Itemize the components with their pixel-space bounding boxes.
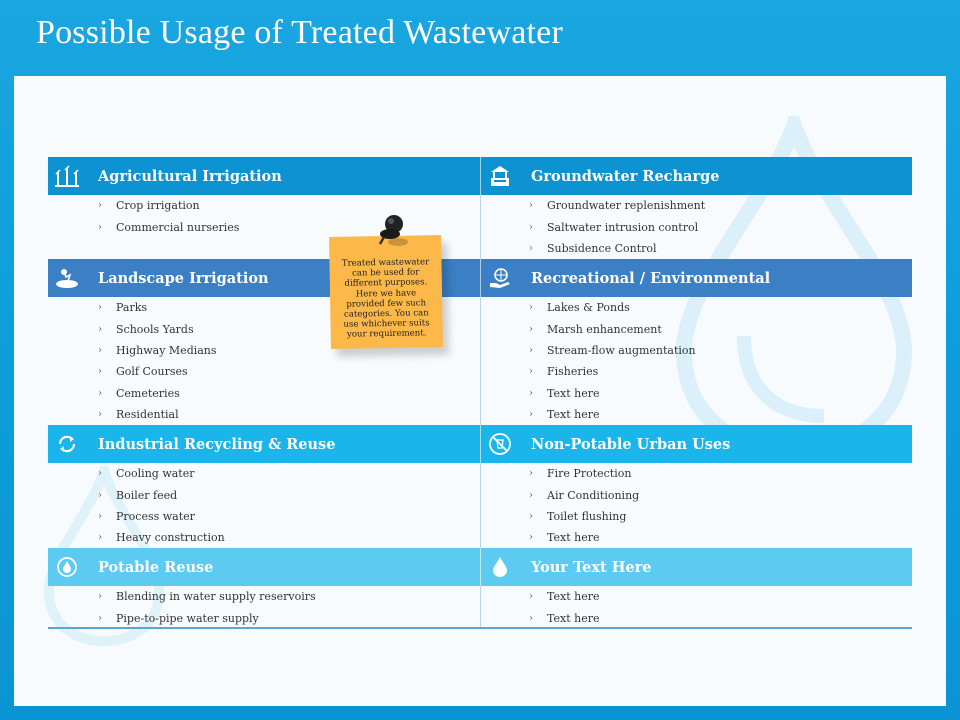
list-item: › Fire Protection (529, 467, 632, 481)
list-potable-reuse (96, 586, 496, 629)
list-item: › Blending in water supply reservoirs (98, 590, 316, 604)
section-label: Landscape Irrigation (98, 269, 269, 287)
list-item: › Toilet flushing (529, 509, 627, 523)
list-item: › Marsh enhancement (529, 322, 662, 336)
usage-table (48, 157, 912, 629)
list-item: › Cemeteries (98, 386, 180, 400)
list-item: › Fisheries (529, 365, 599, 379)
section-header-row-2 (48, 259, 912, 297)
list-item: › Air Conditioning (529, 488, 640, 502)
list-item: › Golf Courses (98, 365, 188, 379)
section-label: Groundwater Recharge (531, 167, 720, 185)
page-title: Possible Usage of Treated Wastewater (36, 14, 563, 51)
list-item: › Saltwater intrusion control (529, 220, 699, 234)
sticky-note (329, 235, 443, 349)
list-item: › Commercial nurseries (98, 220, 240, 234)
water-drop-icon (50, 548, 84, 586)
list-agricultural-irrigation (96, 195, 496, 238)
list-item: › Subsidence Control (529, 241, 657, 255)
header-potable-reuse (48, 548, 480, 586)
header-agricultural-irrigation (48, 157, 480, 195)
well-icon (483, 157, 517, 195)
section-label: Industrial Recycling & Reuse (98, 435, 336, 453)
list-item: › Groundwater replenishment (529, 199, 706, 213)
section-header-row-4 (48, 548, 912, 586)
recycle-icon (50, 425, 84, 463)
list-item: › Text here (529, 408, 600, 422)
list-groundwater-recharge (527, 195, 927, 259)
sticky-note-text: Treated wastewater can be used for different purposes. Here we have provided few such categories. You can use whichever suits your requirement. (341, 257, 430, 341)
list-item: › Crop irrigation (98, 199, 200, 213)
list-item: › Stream-flow augmentation (529, 343, 696, 357)
section-label: Potable Reuse (98, 558, 214, 576)
list-item: › Highway Medians (98, 343, 217, 357)
globe-hand-icon (483, 259, 517, 297)
list-recreational-environmental (527, 297, 927, 425)
list-item: › Boiler feed (98, 488, 178, 502)
list-your-text-here (527, 586, 927, 629)
list-item: › Cooling water (98, 467, 195, 481)
header-your-text-here (480, 548, 913, 586)
list-item: › Parks (98, 301, 148, 315)
section-label: Recreational / Environmental (531, 269, 771, 287)
list-item: › Text here (529, 611, 600, 625)
list-item: › Text here (529, 531, 600, 545)
list-item: › Text here (529, 386, 600, 400)
list-item: › Process water (98, 509, 195, 523)
list-item: › Pipe-to-pipe water supply (98, 611, 259, 625)
table-bottom-border (48, 627, 912, 629)
section-header-row-3 (48, 425, 912, 463)
list-item: › Text here (529, 590, 600, 604)
list-item: › Heavy construction (98, 531, 225, 545)
section-label: Your Text Here (531, 558, 652, 576)
section-header-row-1 (48, 157, 912, 195)
list-industrial-recycling (96, 463, 496, 549)
landscape-icon (50, 259, 84, 297)
no-drink-icon (483, 425, 517, 463)
section-label: Agricultural Irrigation (98, 167, 282, 185)
push-pin-icon (372, 212, 412, 252)
list-item: › Lakes & Ponds (529, 301, 630, 315)
irrigation-icon (50, 157, 84, 195)
drop-icon (483, 548, 517, 586)
list-item: › Schools Yards (98, 322, 194, 336)
list-non-potable-urban (527, 463, 927, 549)
header-groundwater-recharge (480, 157, 913, 195)
header-non-potable-urban (480, 425, 913, 463)
list-item: › Residential (98, 408, 179, 422)
header-industrial-recycling (48, 425, 480, 463)
section-label: Non-Potable Urban Uses (531, 435, 731, 453)
header-recreational-environmental (480, 259, 913, 297)
